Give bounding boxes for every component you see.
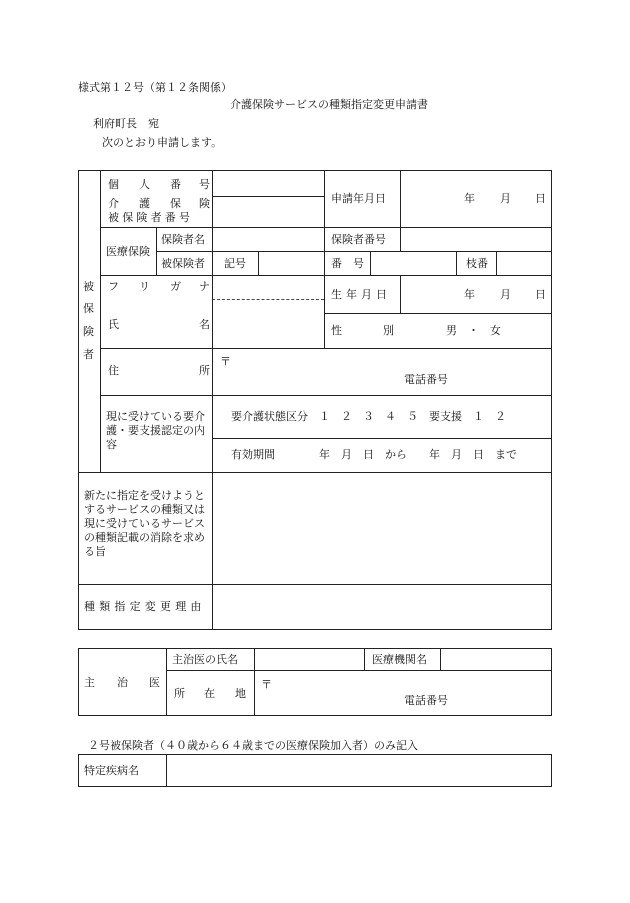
validity-period: 有効期間 年 月 日 から 年 月 日 まで [231, 448, 517, 461]
name-char-1: 氏 [108, 318, 119, 331]
postal-mark: 〒 [220, 355, 231, 368]
doctor-label-char-3: 医 [149, 676, 160, 689]
application-date-month: 月 [500, 192, 511, 205]
address-char-1: 住 [108, 364, 119, 377]
insurer-number-label: 保険者番号 [331, 233, 386, 246]
doctor-label-char-1: 主 [84, 676, 95, 689]
sex-options[interactable]: 男 ・ 女 [446, 324, 501, 337]
disease-input[interactable] [167, 755, 551, 786]
insured-number-input[interactable] [213, 197, 323, 226]
doctor-name-label: 主治医の氏名 [172, 653, 238, 666]
addressee: 利府町長 宛 [93, 117, 159, 130]
doctor-address-input[interactable] [270, 673, 550, 713]
personal-number-char-1: 個 [108, 178, 119, 191]
insured-label-1: 被 [83, 280, 94, 293]
name-input[interactable] [213, 300, 323, 347]
symbol-label: 記号 [224, 257, 246, 270]
institution-input[interactable] [441, 649, 551, 669]
insurance-char-2: 護 [139, 197, 150, 210]
medical-insurance-label: 医療保険 [106, 245, 150, 258]
service-request-input[interactable] [213, 473, 551, 583]
symbol-input[interactable] [259, 252, 323, 274]
application-date-label: 申請年月日 [331, 192, 386, 205]
insurer-name-input[interactable] [213, 228, 323, 250]
insurance-char-1: 介 [108, 197, 119, 210]
reason-input[interactable] [213, 585, 551, 629]
personal-number-char-2: 人 [139, 178, 150, 191]
furigana-char-1: フ [108, 280, 119, 293]
insurer-number-input[interactable] [401, 228, 551, 250]
address-char-2: 所 [199, 364, 210, 377]
application-date-day: 日 [535, 192, 546, 205]
furigana-char-4: ナ [199, 280, 210, 293]
branch-label: 枝番 [466, 257, 488, 270]
form-number: 様式第１２号（第１２条関係） [78, 81, 232, 94]
phone-label: 電話番号 [404, 373, 448, 386]
sex-label-char-1: 性 [331, 324, 342, 337]
institution-label: 医療機関名 [372, 653, 427, 666]
doctor-label-char-2: 治 [117, 676, 128, 689]
sex-label-char-2: 別 [383, 324, 394, 337]
birthdate-year: 年 [464, 288, 475, 301]
insured-person-label: 被保険者 [161, 257, 205, 270]
location-char-3: 地 [235, 687, 246, 700]
lead-text: 次のとおり申請します。 [102, 136, 223, 149]
personal-number-char-4: 号 [199, 178, 210, 191]
reason-label: 種類指定変更理由 [84, 600, 206, 613]
form-title: 介護保険サービスの種類指定変更申請書 [230, 98, 428, 111]
application-date-year: 年 [464, 192, 475, 205]
insurance-char-3: 保 [170, 197, 181, 210]
disease-label: 特定疾病名 [84, 764, 139, 777]
doctor-postal-mark: 〒 [261, 678, 272, 691]
insured-number-label: 被保険者番号 [108, 211, 194, 224]
number-label: 番 号 [331, 257, 364, 270]
service-request-label: 新たに指定を受けようとするサービスの種類又は現に受けているサービスの種類記載の消除を求める旨 [84, 489, 205, 558]
disease-note: ２号被保険者（４０歳から６４歳までの医療保険加入者）のみ記入 [88, 739, 418, 752]
furigana-char-2: リ [139, 280, 150, 293]
location-char-2: 在 [204, 687, 215, 700]
care-level-options[interactable]: 要介護状態区分 １ ２ ３ ４ ５ 要支援 １ ２ [231, 410, 506, 423]
birthdate-day: 日 [535, 288, 546, 301]
branch-input[interactable] [497, 252, 551, 274]
location-char-1: 所 [174, 687, 185, 700]
insured-label-2: 保 [83, 302, 94, 315]
doctor-name-input[interactable] [255, 649, 363, 669]
name-char-2: 名 [199, 318, 210, 331]
doctor-phone-label: 電話番号 [404, 694, 448, 707]
number-input[interactable] [371, 252, 455, 274]
insured-label-3: 険 [83, 325, 94, 338]
birthdate-month: 月 [500, 288, 511, 301]
furigana-char-3: ガ [170, 280, 181, 293]
furigana-input[interactable] [213, 276, 323, 298]
insurer-name-label: 保険者名 [161, 233, 205, 246]
address-input[interactable] [230, 352, 550, 392]
insurance-char-4: 険 [199, 197, 210, 210]
current-cert-label: 現に受けている要介護・要支援認定の内容 [106, 410, 205, 451]
personal-number-char-3: 番 [170, 178, 181, 191]
birthdate-label: 生年月日 [331, 288, 391, 301]
personal-number-input[interactable] [213, 171, 323, 195]
insured-label-4: 者 [83, 348, 94, 361]
